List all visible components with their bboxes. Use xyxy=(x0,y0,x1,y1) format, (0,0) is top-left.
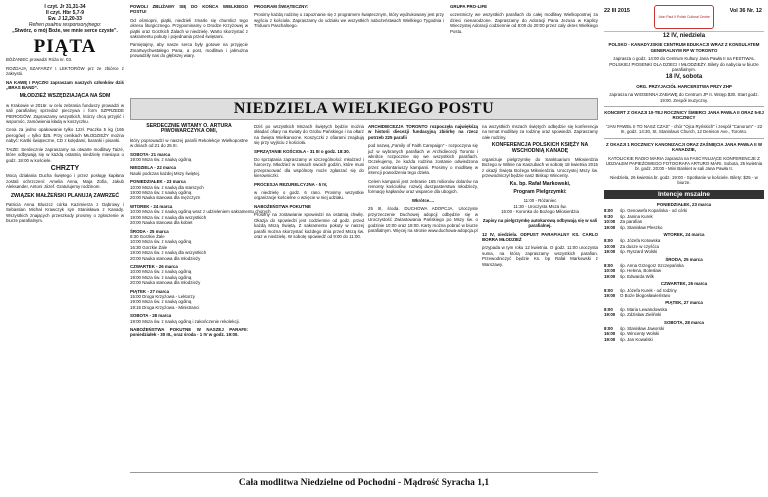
intention-text: śp. Helena, Bolesław xyxy=(620,268,662,274)
schedule-row: 19:00 Msza św. z nauką ogólną xyxy=(130,274,192,280)
schedule-day xyxy=(130,165,248,176)
intention-text: śp. Edwarda Wilk xyxy=(620,273,654,279)
schedule-row: 10:00 Msza św. z nauką dla starszych xyxy=(130,184,204,190)
youth-heading: MŁODZIEŻ WSZĘDZIAJĄCA NA ŚDM xyxy=(19,93,111,100)
event-2-text: zaprasza na WIOSENNA ZABAWĘ do Centrum JP II. Wstęp $30. Start godz. 19:00. Zespół muzyczny. xyxy=(609,92,759,103)
schedule-day-heading: SOBOTA- 21 marca xyxy=(130,151,171,157)
penance-notice: NABOŻEŃSTWA POKUTNE W NASZEJ PARAFII: poniedziałek - 30 III., oraz środa - 1 IV w godz. 19:00. xyxy=(130,327,248,338)
bishop-name: Ks. bp. Rafał Markowski, xyxy=(509,180,571,187)
cleaning-heading: SPRZĄTANIE KOŚCIOŁA - 31 III o godz. 18:30. xyxy=(254,148,350,154)
reading-1: I czyt. Jr 31,31-34 xyxy=(44,4,86,10)
intention-text: śp. Stanisław Jaworski xyxy=(620,326,665,332)
rosary-notice: BÓŻANIEC prowadzi Róża nr. 03. xyxy=(6,57,73,63)
holiday-program-column xyxy=(254,4,444,96)
schedule-row: 20:00 Nauka stanowa dla kobiet xyxy=(130,220,193,226)
intention-row xyxy=(604,249,764,254)
intention-time: 19:00 xyxy=(604,293,616,299)
intention-text: śp. Stanisław Pleszko xyxy=(620,224,663,230)
pilgrimage-program-row: 11:00 - Różaniec xyxy=(523,198,557,204)
intention-time: 8:00 xyxy=(604,326,613,332)
intention-text: śp. Genowefa Kopańska - od córki xyxy=(620,208,688,214)
divider xyxy=(604,138,764,139)
pilgrimage-program-label: Program Pielgrzymki: xyxy=(513,189,567,196)
baptisms-heading: CHRZTY xyxy=(50,164,80,172)
mass-intentions xyxy=(604,202,764,342)
intention-text: śp. Janina Kurek xyxy=(620,213,653,219)
schedule-day xyxy=(130,152,248,163)
youth-text-2: Cena za jedno opakowanie tylko 12zł. Paczka 5 kg (165 pierogów) = tylko $25. Przy cenikach MŁODZIEŻY można nabyć: Kartki świąteczne, CD z kolędami, baranki i pisanki. xyxy=(6,127,124,144)
intention-time: 19:00 xyxy=(604,336,616,342)
announcements-column xyxy=(254,124,364,460)
archdiocese-text: pod nazwą „Family of Faith Campaign” - rozpoczyna się już w wybranych parafiach w Archidiecezji Toronto i wkrótce rozpocznie się we wszystkich parafiach. Oczekujemy, że każda rodzina zostanie odwiedzona przez wolontariuszy kampanii. Prosimy o modlitwę w intencji powodzenia tego dzieła. xyxy=(368,143,478,176)
schedule-row: 10:00 Msza św. z nauką ogólną wraz z udzieleniem sakramentu chorych xyxy=(130,209,271,215)
schedule-day-heading: PONIEDZIAŁEK - 23 marca xyxy=(130,179,186,185)
readers-notice: ROZDAJĄ SZAFARZY I LEKTORÓW prz ze zbiórce z zakrystii. xyxy=(6,65,124,77)
intention-row xyxy=(604,337,764,342)
intention-row xyxy=(604,274,764,279)
schedule-day xyxy=(130,289,248,311)
retreat-text: który poprowadzi w naszej parafii Rekolekcje Wielkopostne w dniach od 21 do 25 III. xyxy=(130,137,248,149)
pilgrimage-program-row: 11:30 - Uroczysta Msza św. xyxy=(513,203,567,209)
intention-day: SOBOTA, 28 marca xyxy=(664,319,704,325)
lent-end-text-2: Pamiętajmy, aby nasze serca były gotowe na przyjęcie Zmartwychwstałego Pana, a post, modlitwa i jałmużna prowadziły nas do głębszej wiary. xyxy=(130,42,248,59)
schedule-row: 10:00 Msza św. z nauką ogólną xyxy=(130,239,192,245)
intention-row xyxy=(604,293,764,298)
intention-text: śp. Anna Grzegorz Szczepańska xyxy=(620,263,684,268)
intention-text: śp. Zdzisław Zieliński xyxy=(620,312,662,318)
schedule-row: 20:00 Nauka stanowa dla młodzieży xyxy=(130,280,201,286)
intention-time: 8:00 xyxy=(604,306,613,312)
schedule-row: 19:00 Msza św. z nauką ogólną xyxy=(130,299,192,305)
intentions-heading: Intencje mszalne xyxy=(604,190,764,199)
holiday-program-heading: PROGRAM ŚWIĄTECZNY: xyxy=(254,4,309,9)
intention-time: 8:00 xyxy=(604,238,613,244)
archdiocese-heading: ARCHIDIECEZJA TORONTO rozpoczęła najwiękśzą w historii diecezji fundacyjną zbiórkę na rzecz potrzeb 225 parafii xyxy=(368,124,478,140)
radio-maria-text: KATOLICKIE RADIO MARIA zaprasza na FASCYNUJĄCE KONFERENCJE Z UDZIAŁEM PAPIEŻOWEGO FOTOGRAFA ARTURO MARI. Sobota, 25 kwietnia br. godz. 20:00 - Mini Bankiet w sali Jana Pawła II. xyxy=(605,155,763,172)
intention-text: śp. Ryszard Wolski xyxy=(620,249,658,255)
retreat-title: SERDECZNIE WITAMY O. ARTURA PIWOWARCZYKA OMI, xyxy=(146,123,232,135)
sunday-banner xyxy=(130,98,598,120)
intention-day: CZWARTEK, 26 marca xyxy=(660,281,708,287)
refrain-label: Refren psalmu responsoryjnego: xyxy=(28,22,102,28)
intention-time: 19:00 xyxy=(604,273,616,279)
centre-logo xyxy=(654,5,714,29)
schedule-row: Nauki podczas każdej Mszy świętej. xyxy=(130,170,201,176)
procession-heading: PROCESJA REZURELCYJNA - 5 IV, xyxy=(254,181,328,187)
confession-heading: NABOŻEŃSTWA POKUTNE xyxy=(254,203,311,209)
radio-maria-heading: Z OKAZJI 1 ROCZNICY KANONIZACJI ORAZ ZAŚNIĘCIA JANA PAWŁA II W KANADZIE, xyxy=(606,141,762,153)
event-2-heading: ORG. PRZYJACIÓŁ HARCERSTWA PRZY ZHP xyxy=(636,83,732,89)
youth-text: w Krakowie w 2016r. w celu zebrania funduszy prowadzi w sali parafialnej sprzedaż pieczywa i form SZPRZEDE PIEROGÓW. Zapraszamy wszystkich, którzy chcą przyjść i wspomóc, zamówienia kładą w koszyczku. xyxy=(6,102,124,125)
concert-heading: KONCERT Z OKAZJI 10-TEJ ROCZNICY ŚMIERCI JANA PAWŁA II ORAZ 5-EJ ROCZNICY xyxy=(604,110,764,121)
intention-time: 19:00 xyxy=(604,224,616,230)
taize-text: TAIZE: Serdecznie zapraszamy na otwarte modlitwy Taizé, które odbywają się w każdą ostatnią niedzielę miesiąca o godz. 19:00 w kościele. xyxy=(6,146,124,163)
coffee-notice: NA KAWĘ I PĄCZKI zapraszam naszych członków dziś „BRAS BAND”. xyxy=(6,79,124,91)
intention-time: 19:00 xyxy=(604,312,616,318)
lent-end-column xyxy=(130,4,248,96)
schedule-row: 16:30 Gorzkie Żale xyxy=(130,244,168,250)
intention-time: 9:30 xyxy=(604,213,613,219)
schedule-row: 15:00 Droga Krzyżowa - Lektorzy xyxy=(130,293,195,299)
schedule-day-heading: NIEDZIELA - 22 marca xyxy=(130,165,176,171)
marriage-text: Patricia Anna Bluszcz córka Kazimierza z Dąbrowy i Sebastian Michał Krawczyk syn Stanisława z Kanady. Wszystkich znających przeszkody prosimy o zgłoszenie w biurze parafialnym. xyxy=(6,201,124,224)
pilgrimage-heading: KONFERENCJA POLSKICH KSIĘŻY NA WSCHODNIĄ KANADĘ xyxy=(491,142,589,154)
centre-logo-text: John Paul II Polish Cultural Centre xyxy=(658,15,710,19)
intention-time: 8:00 xyxy=(604,287,613,293)
intention-time: 19:00 xyxy=(604,249,616,255)
schedule-row: 19:15 Droga Krzyżowa - Ministranci xyxy=(130,304,200,310)
baptisms-text: Mocą działania Ducha świętego i przez posługę kapłana zostali ochrzczeni: Amelia Anna, Maja Zofia, Jakub Aleksander, Antoni Józef. Gratulujemy rodzinom. xyxy=(6,173,124,190)
schedule-day xyxy=(130,229,248,261)
readings xyxy=(6,4,124,34)
pilgrimage-text: organizuje pielgrzymkę do Sanktuarium Miłosierdzia Bożego w Wilnie na Kaszubach w sobotę 18 kwietnia 2015 z okazji Święta Bożego Miłosierdzia. Uroczystej Mszy św. przewodniczył będzie nasz Biskup Wincenty. xyxy=(482,157,598,179)
intention-text: śp. Józefa Kotowska xyxy=(620,238,661,244)
intention-day: PIĄTEK, 27 marca xyxy=(665,300,703,306)
right-column xyxy=(604,34,764,492)
flowers-notice: Dziś po wszystkich Mszach świętych będzie można składać ofiary na Kwiaty do Grobu Pańskiego i na ołtarz na Święta Wielkanocne. Koszyczki z ofiarami znajdują się przy wyjściu z kościoła. xyxy=(254,124,364,146)
pilgrimage-note: Zapisy na pielgrzymkę autokarową odbywają się w sali parafialnej. xyxy=(482,217,598,229)
patronal-text: przypada w tym roku 12 kwietnia. O godz. 11:00 uroczysta suma, na którą zapraszamy wszystkich parafian. Przewodniczyć będzie Ks. bp Rafał Markowski z Warszawy. xyxy=(482,245,598,267)
intention-time: 8:00 xyxy=(604,263,613,268)
procession-text: w niedzielę o godz. 6 rano. Prosimy wszystkie organizacje kościelne o wzięcie w niej udziału. xyxy=(254,190,364,201)
schedule-row: 19:00 Msza św. z nauką ogólną i zakończenie rekolekcji. xyxy=(130,318,240,324)
sunday-number: PIĄTA xyxy=(33,36,97,57)
radio-maria-text-2: Niedziela, 26 kwietnia br. godz. 19:00 - Spotkanie w kościele. Bilety: $25 - w biurze. xyxy=(610,174,758,186)
marriage-heading: ZWIĄZEK MAŁŻEŃSKI PLANUJĄ ZAWRZEĆ xyxy=(10,192,120,199)
prolife-column xyxy=(450,4,598,96)
schedule-day xyxy=(130,203,271,226)
schedule-row: 19:00 Msza św. z nauką ogólną xyxy=(130,190,192,196)
schedule-row: 19:00 Msza św. z nauką dla wszystkich xyxy=(130,250,207,256)
retreat-schedule xyxy=(130,151,271,324)
conference-intro: na wszystkich mszach świętych odbędzie się konferencja na temat modlitwy za rodzinę oraz spowiedzi. Zapraszamy całe rodziny. xyxy=(482,124,598,140)
archdiocese-text-2: Celem kampanii jest zebranie 165 milionów dolarów na remonty kościołów, rozwój duszpasterstwa młodzieży, formację kapłanów oraz wsparcie dla ubogich. xyxy=(368,178,478,195)
schedule-day xyxy=(130,264,248,286)
intention-text: Za parafian xyxy=(620,219,643,225)
bulletin-header xyxy=(604,4,764,32)
concert-text: "JAN PAWEŁ II TO NASZ CZAS" - chór "Ojca Ryńskich" i zespół "Canorum" - 22 III, godz. 14:30, St. Stanislaus Church, 12 Denison Ave., Toronto. xyxy=(605,123,763,135)
retreat-column xyxy=(130,123,271,460)
issue-volume: Vol 36 Nr. 12 xyxy=(729,8,762,14)
intention-day: ŚRODA, 25 marca xyxy=(665,256,703,262)
intention-time: 16:00 xyxy=(604,331,616,337)
sunday-banner-title: NIEDZIELA WIELKIEGO POSTU xyxy=(233,100,495,117)
lent-end-text: Od ośmiopni, piątki, niedzieli zmarło się chumlicz tego okresu liturgicznego. Przypominamy o Drodze Krzyżowej w piątki oraz Gorzkich Żalach w niedzielę. Warto skorzystać z sakramentu pokuty i pojednania przed świętami. xyxy=(130,17,248,40)
intention-row xyxy=(604,225,764,230)
schedule-day-heading: PIĄTEK - 27 marca xyxy=(130,288,170,294)
intention-row xyxy=(604,312,764,317)
lent-end-heading: POWOLI ZBLIŻAMY SIĘ DO KOŃCA WIELKIEGO POSTU! xyxy=(130,4,248,15)
event-1-text: zaprasza o godz. 14:00 do Centrum Kultury Jana Pawła II na FESTIWAL POLSKIEJ PIOSENKI DLA DZIECI I MŁODZIEŻY. Bilety do nabycia w biurze parafialnym. xyxy=(609,56,759,73)
schedule-day-heading: SOBOTA - 28 marca xyxy=(130,313,172,319)
intention-time: 10:00 xyxy=(604,219,616,225)
schedule-row: 8:30 Gorzkie Żale xyxy=(130,233,165,239)
adoption-text: 25 III, środa. DUCHOWA ADOPCJA. Uroczyste przyrzeczenie Duchowej adopcji odbędzie się w Uroczystość Zwiastowania Pańskiego po Mszy św. o godzinie 10:00 oraz 19:00. Karty można pobrać w biurze parafialnym. Więcej na stronie www.duchowa-adopcja.pl xyxy=(368,206,478,233)
holiday-program-text: Prosimy każdą rodzinę o zapoznanie się z programem świątecznym, który wydrukowany jest przy wyjściu z kościoła. Zapraszamy do udziału we wszystkich nabożeństwach Wielkiego Tygodnia i Triduum Paschalnego. xyxy=(254,12,444,29)
reading-2: II czyt. Hbr 5,7-9 xyxy=(45,10,85,16)
refrain-text: „Stwórz, o mój Boże, we mnie serce czyste”. xyxy=(12,28,118,34)
intention-day: PONIEDZIAŁEK, 23 marca xyxy=(656,201,712,207)
intention-day: WTOREK, 24 marca xyxy=(663,231,705,237)
intention-text: śp. Jan Kowalski xyxy=(620,336,653,342)
issue-date: 22 III 2015 xyxy=(604,8,630,14)
event-1-heading: POLSKO - KANADYJSKIE CENTRUM EDUKACJI WRAZ Z KONSULATEM GENERALNYM RP W TORONTO xyxy=(608,42,760,53)
schedule-row: 10:00 Msza św. z nauką ogólną xyxy=(130,269,192,275)
pilgrimage-program-row: 15:00 - Koronka do Bożego Miłosierdzia xyxy=(501,209,579,215)
schedule-day-heading: CZWARTEK - 26 marca xyxy=(130,263,178,269)
prolife-text: uczestniczy we wszystkich parafiach do całej modlitwy Wielkopostnej za dzieci nienarodzone. Zapraszamy do Adoracji Pana Jezusa w Kaplicy Wieczystej Adoracji codziennie od 8:00 do 20:00 przez cały okres Wielkiego Postu. xyxy=(450,12,598,34)
intention-text: śp. Maria Lewandowska xyxy=(620,306,668,312)
intention-text: śp. Józefa Kurek - od rodziny xyxy=(620,287,677,293)
pilgrimage-program xyxy=(482,198,598,214)
footer-verse-text: Cała modlitwa Niedzielne od Pochodni - Mądrość Syracha 1,1 xyxy=(238,477,490,488)
schedule-row: 20:00 Nauka stanowa dla młodzieży xyxy=(130,255,201,261)
schedule-row: 19:00 Msza św. z nauką ogólną xyxy=(130,157,192,163)
cleaning-text: Do sprzątania zapraszamy w szczególności: młodzież i harcerzy. Młodzież w ramach swoich godzin, które musi przepracować dla wspólnoty może zgłaszać się do kierowniczki. xyxy=(254,157,364,179)
footer-verse xyxy=(130,472,598,492)
archdiocese-column xyxy=(368,124,478,460)
schedule-row: 20:00 Nauka stanowa dla mężczyzn xyxy=(130,195,201,201)
schedule-day xyxy=(130,313,248,324)
intention-time: 10:00 xyxy=(604,268,616,274)
intention-text: śp. Wincenty Wolski xyxy=(620,331,660,337)
left-column xyxy=(6,4,124,492)
intention-time: 8:00 xyxy=(604,208,613,214)
conference-column xyxy=(482,124,598,460)
reading-gospel: Ew. J 12,20-33 xyxy=(48,16,82,22)
event-1-date: 12 IV, niedziela xyxy=(662,33,706,39)
soon-heading: Wkrótce.... xyxy=(411,197,435,203)
patronal-heading: 12 IV, niedziela. ODPUST PARAFIALNY KS. CARLO BORRA MŁODZIEŻ xyxy=(482,231,598,242)
schedule-row: 19:00 Msza św. z nauką dla wszystkich xyxy=(130,214,207,220)
schedule-day-heading: WTOREK - 24 marca xyxy=(130,203,173,209)
prolife-heading: GRUPA PRO-LIFE xyxy=(450,4,488,9)
schedule-day xyxy=(130,179,248,201)
intention-text: O Boże błogosławieństwo xyxy=(620,293,671,299)
event-2-date: 18 IV, sobota xyxy=(665,74,703,81)
confession-text: Prosimy na zostawianie spowiedzi na ostatnią chwilę. Okazja do spowiedzi jest codziennie od godz. przed każdą Mszą Świętą. Z sakramentu pokuty w naszej parafii można skorzystać każdego dnia przed Mszą św. oraz w niedzielę. W sobotę spowiedź od 9:00 do 11:00. xyxy=(254,212,364,239)
intention-time: 10:00 xyxy=(604,243,616,249)
divider xyxy=(604,106,764,107)
schedule-day-heading: ŚRODA - 25 marca xyxy=(130,228,169,234)
intention-text: Za dusze w czyśćcu xyxy=(620,243,660,249)
